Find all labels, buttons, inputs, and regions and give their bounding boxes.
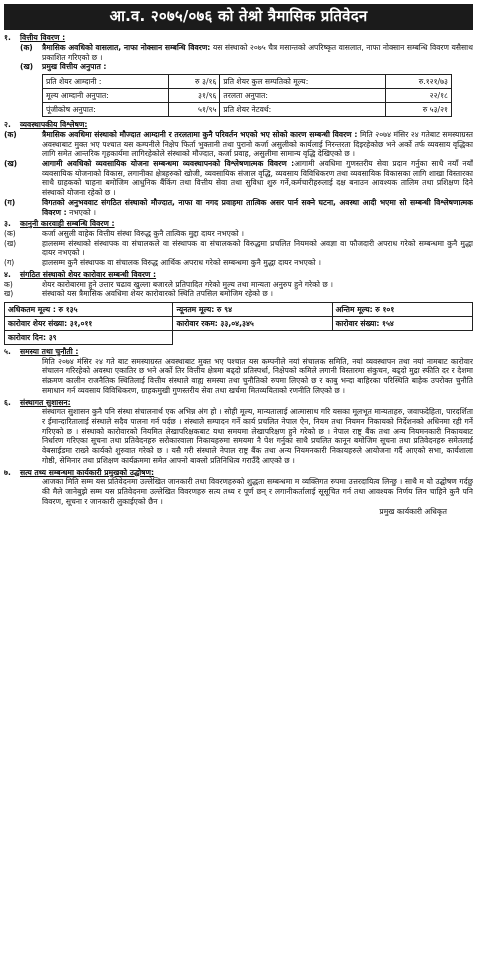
trade-cell: अधिकतम मूल्य : रु १३५ xyxy=(5,303,173,317)
ratio-label: प्रति शेयर कुल सम्पतिको मूल्य: xyxy=(220,75,386,89)
item-legal-c xyxy=(4,258,473,268)
item-text: आगामी अवधिमा गुणस्तरीय सेवा प्रदान गर्नुका साथै नयाँ नयाँ व्यवसायिक योजनाको विकास, लगानीका क्षेत्रहरुको खोजी, व्यवसायिक संजाल वृद्धि, व्यवसाय विविधिकरण तथा व्यवसायिक विकासका लागि शाखा विस्तारका साथै ग्राहकको चाहना बमोजिम आधुनिक बैंकिंग तथा वित्तीय सेवा तथा सुविधा शुरु गर्ने,कर्मचारीहरुलाई दक्ष बनाउन आवश्यक तालिम तथा प्रशिक्षण दिने संस्थाको योजना रहेको छ । xyxy=(42,158,473,198)
item-label: (ख) xyxy=(4,238,17,248)
section-governance xyxy=(4,398,473,408)
ratio-label: पूंजीकोष अनुपात: xyxy=(43,103,169,117)
trade-cell: कारोवार रकम: ३३,०४,३४५ xyxy=(173,317,332,331)
item-heading: आगामी अवधिको व्यवसायिक योजना सम्बन्धमा व्यवस्थापनको विश्लेषणात्मक विवरण : xyxy=(42,158,295,168)
item-heading: त्रैमासिक अवधिको वासलात, नाफा नोक्सान सम्बन्धि विवरण: xyxy=(42,42,211,52)
report-page xyxy=(4,4,473,969)
item-legal-a xyxy=(4,229,473,239)
section-heading: व्यवस्थापकीय विश्लेषण: xyxy=(20,120,88,130)
table-row xyxy=(43,89,452,103)
section-number: ३. xyxy=(4,219,11,229)
item-heading: प्रमुख वित्तीय अनुपात : xyxy=(42,62,107,72)
table-row xyxy=(5,303,473,317)
section-body: संस्थागत सुशासन कुनै पनि संस्था संचालनार्थ एक अभिन्न अंग हो । सोही मूल्य, मान्यतालाई आत्मासाथ गरि यसका मूलभूत मान्यताहरु, जवाफदेहिता, पारदर्शिता र ईमान्दारितालाई संस्थाले सदैव पालना गर्न पर्दछ । संस्थाले सम्पादन गर्ने कार्य प्रचलित नेपाल ऐन, नियम तथा नियमन निकायको निर्देशनको अधिनमा रही गर्ने गरिएको छ । संस्थाको कारोवारको नियमित लेखापरिक्षकबाट यथा समयमा लेखापरिक्षण हुने गरेको छ । नेपाल राष्ट्र बैंक तथा अन्य नियमनकारी निकायबाट निर्धारण गरिएका सूचना तथा प्रतिवेदनहरु सरोकारवाला निकायहरुमा समयमा नै पेश गर्नुका साथै प्रचलित कानून बमोजिम सूचना तथा प्रतिवेदनहरु समेतलाई वेबसाईडमा राख्ने कार्यको शुरुवात गरेको छ । यसै गरी संस्थाले नेपाल राष्ट्र बैंक तथा अन्य नियमनकारी निकायहरुले आयोजना गर्दै आएको सभा, कार्यशाला गोष्ठी, सेमिनार तथा प्रशिक्षण कार्यक्रममा समेत आफ्नो बाक्लो प्रतिनिधित्व गराउँदै आएको छ । xyxy=(42,407,473,465)
item-ratios xyxy=(4,62,473,72)
item-label: (क) xyxy=(4,129,17,139)
section-heading: संस्थागत सुशासन: xyxy=(20,397,71,407)
section-number: ५. xyxy=(4,347,11,356)
section-heading: वित्तीय विवरण : xyxy=(20,33,66,43)
item-label: (ख) xyxy=(4,158,18,168)
section-body: मिति २०७४ मंसिर २४ गते बाट समस्याग्रस्त अवस्थाबाट मुक्त भए पश्चात यस कम्पनीले नयां संचालक समिति, नयां व्यवस्थापन तथा नयां नामबाट कारोवार संचालन गरिरहेको अवस्था एकातिर छ भने अर्को तिर वित्तीय क्षेत्रमा बढ्दो प्रतिस्पर्धा, निक्षेपको कमिले लगानी विस्तारमा संकुचन, बढ्दो मुद्रा स्फीति दर र देशमा संक्रमण कालीन राजनैतिक स्थितिलाई वित्तीय संस्थाले वाह्य समस्या तथा चुनौतिको रुपमा लिएको छ र काबु भन्दा बाहिरका परिस्थिति बाहेक उपरोक्त चुनौति समाधान गर्न व्यवसाय विविधिकरण, ग्राहकमुखी गुणस्तरीय सेवा तथा खर्चमा मितव्ययिताको रणनीति लिएको छ । xyxy=(42,356,473,395)
trade-cell xyxy=(332,331,472,345)
ratio-table xyxy=(42,74,452,117)
item-share-b xyxy=(4,289,473,299)
item-label: (ग) xyxy=(4,197,16,207)
trade-cell: कारोवार संख्या: १५४ xyxy=(332,317,472,331)
item-legal-b xyxy=(4,239,473,258)
item-text: हालसम्म संस्थाको संस्थापक वा संचालकले वा संस्थापक वा संचालकको विरुद्धमा प्रचलित नियमको अवज्ञा वा फौजदारी अपराध गरेको सम्बन्धमा कुनै मुद्धा दायर नभएको । xyxy=(42,238,473,258)
item-label: (क) xyxy=(20,42,33,52)
section-number: ७. xyxy=(4,467,11,477)
section-number: ४. xyxy=(4,269,11,279)
item-change-reason xyxy=(4,130,473,159)
trade-cell: न्यूनतम मूल्य: रु ९४ xyxy=(173,303,332,317)
item-text: हालसम्म कुनै संस्थापक वा संचालक विरुद्ध आर्थिक अपराध गरेको सम्बन्धमा कुनै मुद्धा दायर नभएको । xyxy=(42,258,321,268)
item-text: शेयर कारोबारमा हुने उत्तार चढाव खुल्ला बजारले प्रतिपादित गरेको मुल्य तथा मान्यता अनुरुप हुने गरेको छ । xyxy=(42,279,333,289)
ratio-label: तरलता अनुपात: xyxy=(220,89,386,103)
item-business-plan xyxy=(4,159,473,198)
ratio-value: ३१/९६ xyxy=(169,89,220,103)
section-financial xyxy=(4,33,473,43)
item-text: नभएको । xyxy=(66,207,96,217)
item-label: (ग) xyxy=(4,258,15,268)
item-label: ख) xyxy=(4,289,14,299)
ratio-value: २२/१८ xyxy=(386,89,452,103)
section-challenges xyxy=(4,347,473,357)
ratio-label: मूल्य आम्दानी अनुपात: xyxy=(43,89,169,103)
section-number: १. xyxy=(4,33,11,43)
section-number: ६. xyxy=(4,397,11,407)
item-heading: त्रैमासिक अवधिमा संस्थाको मौज्दात आम्दानी र तरलतामा कुनै परिवर्तन भएको भए सोको कारण सम्बन्धी विवरण : xyxy=(42,129,358,139)
ratio-value: रु ५३/२१ xyxy=(386,103,452,117)
item-share-a xyxy=(4,280,473,290)
table-row xyxy=(43,75,452,89)
item-text: कर्जा असुली वाहेक वित्तीय संस्था विरुद्ध कुनै तात्विक मुद्दा दायर नभएको । xyxy=(42,228,244,238)
item-balance-sheet xyxy=(4,43,473,62)
trade-cell: अन्तिम मूल्य: रु १०१ xyxy=(332,303,472,317)
item-text: संस्थाको यस त्रैमासिक अवधिमा शेयर कारोवारको स्थिति तपसिल बमोजिम रहेको छ । xyxy=(42,289,274,299)
section-body: आजका मिति सम्म यस प्रतिवेदनमा उल्लेखित जानकारी तथा विवरणहरुको शुद्धता सम्बन्धमा म व्यक्तिगत रुपमा उत्तरदायित्व लिन्छु । साथै म यो उद्घोषण गर्दछु की मैले जानेबुझे सम्म यस प्रतिवेदनमा उल्लेखित विवरणहरु सत्य तथ्य र पूर्ण छन् र लगानीकर्तालाई सूसूचित गर्न तथा आवश्यक निर्णय लिन चाहिने कुनै पनि विवरण, सूचना र जानकारी लुकाईएको छैन । xyxy=(42,477,473,506)
section-legal xyxy=(4,219,473,229)
item-text: यस संस्थाको २०७५ चैत्र मसान्तको अपरिष्कृत वासलात, नाफा नोक्सान सम्बन्धि विवरण यसैसाथ प्रकाशित गरिएको छ । xyxy=(42,42,473,62)
trade-cell: कारोवार शेयर संख्या: ३१,०११ xyxy=(5,317,173,331)
ratio-value: रु ३/१६ xyxy=(169,75,220,89)
ratio-label: प्रति शेयर आम्दानी : xyxy=(43,75,169,89)
ratio-value: रु.१२१/७३ xyxy=(386,75,452,89)
trade-table xyxy=(4,302,473,345)
table-row xyxy=(5,317,473,331)
table-row xyxy=(5,331,473,345)
table-row xyxy=(43,103,452,117)
item-label: क) xyxy=(4,279,13,289)
section-management-analysis xyxy=(4,120,473,130)
section-heading: संगठित संस्थाको शेयर कारोवार सम्बन्धी विवरण : xyxy=(20,269,157,279)
section-heading: समस्या तथा चुनौती : xyxy=(20,347,79,356)
section-heading: सत्य तथ्य सम्बन्धमा कार्यकारी प्रमुखको उद्घोषण: xyxy=(20,467,155,477)
section-heading: कानुनी कारवाही सम्बन्धि विवरण : xyxy=(20,219,115,229)
item-material-events xyxy=(4,198,473,217)
item-heading: विगतको अनुभववाट संगठित संस्थाको मौज्दात, नाफा वा नगद प्रवाहमा तात्विक असर पार्न सक्ने घटना, अवस्था आदी भएमा सो सम्बन्धी विश्लेषणात्मक विवरण : xyxy=(42,197,473,217)
item-label: (ख) xyxy=(20,62,34,72)
trade-cell: कारोवार दिन: ३९ xyxy=(5,331,173,345)
ratio-label: प्रति शेयर नेटवर्थ: xyxy=(220,103,386,117)
signatory-title: प्रमुख कार्यकारी अधिकृत xyxy=(379,506,447,516)
trade-cell xyxy=(173,331,332,345)
item-text: मिति २०७४ मंसिर २४ गतेबाट समस्याग्रस्त अवस्थाबाट मुक्त भए पश्चात यस कम्पनीले निक्षेप फिर्ता भुक्तानी तथा पुरानो कर्जा असुलीको कार्यलाई निरन्तरता दिइरहेकोछ भने अर्को तर्फ व्यवसाय वृद्धिका लागि समेत आन्तरिक गृहकार्यमा लागिरहेकोले संस्थाको मौज्दात, कर्जा प्रवाह, असुलीमा सामान्य वृद्धि देखिएको छ । xyxy=(42,129,473,159)
report-title: आ.व. २०७५/०७६ को तेश्रो त्रैमासिक प्रतिवेदन xyxy=(4,4,473,30)
section-declaration xyxy=(4,468,473,478)
section-share-trading xyxy=(4,270,473,280)
section-number: २. xyxy=(4,120,11,130)
item-label: (क) xyxy=(4,228,16,238)
ratio-value: ५१/९५ xyxy=(169,103,220,117)
